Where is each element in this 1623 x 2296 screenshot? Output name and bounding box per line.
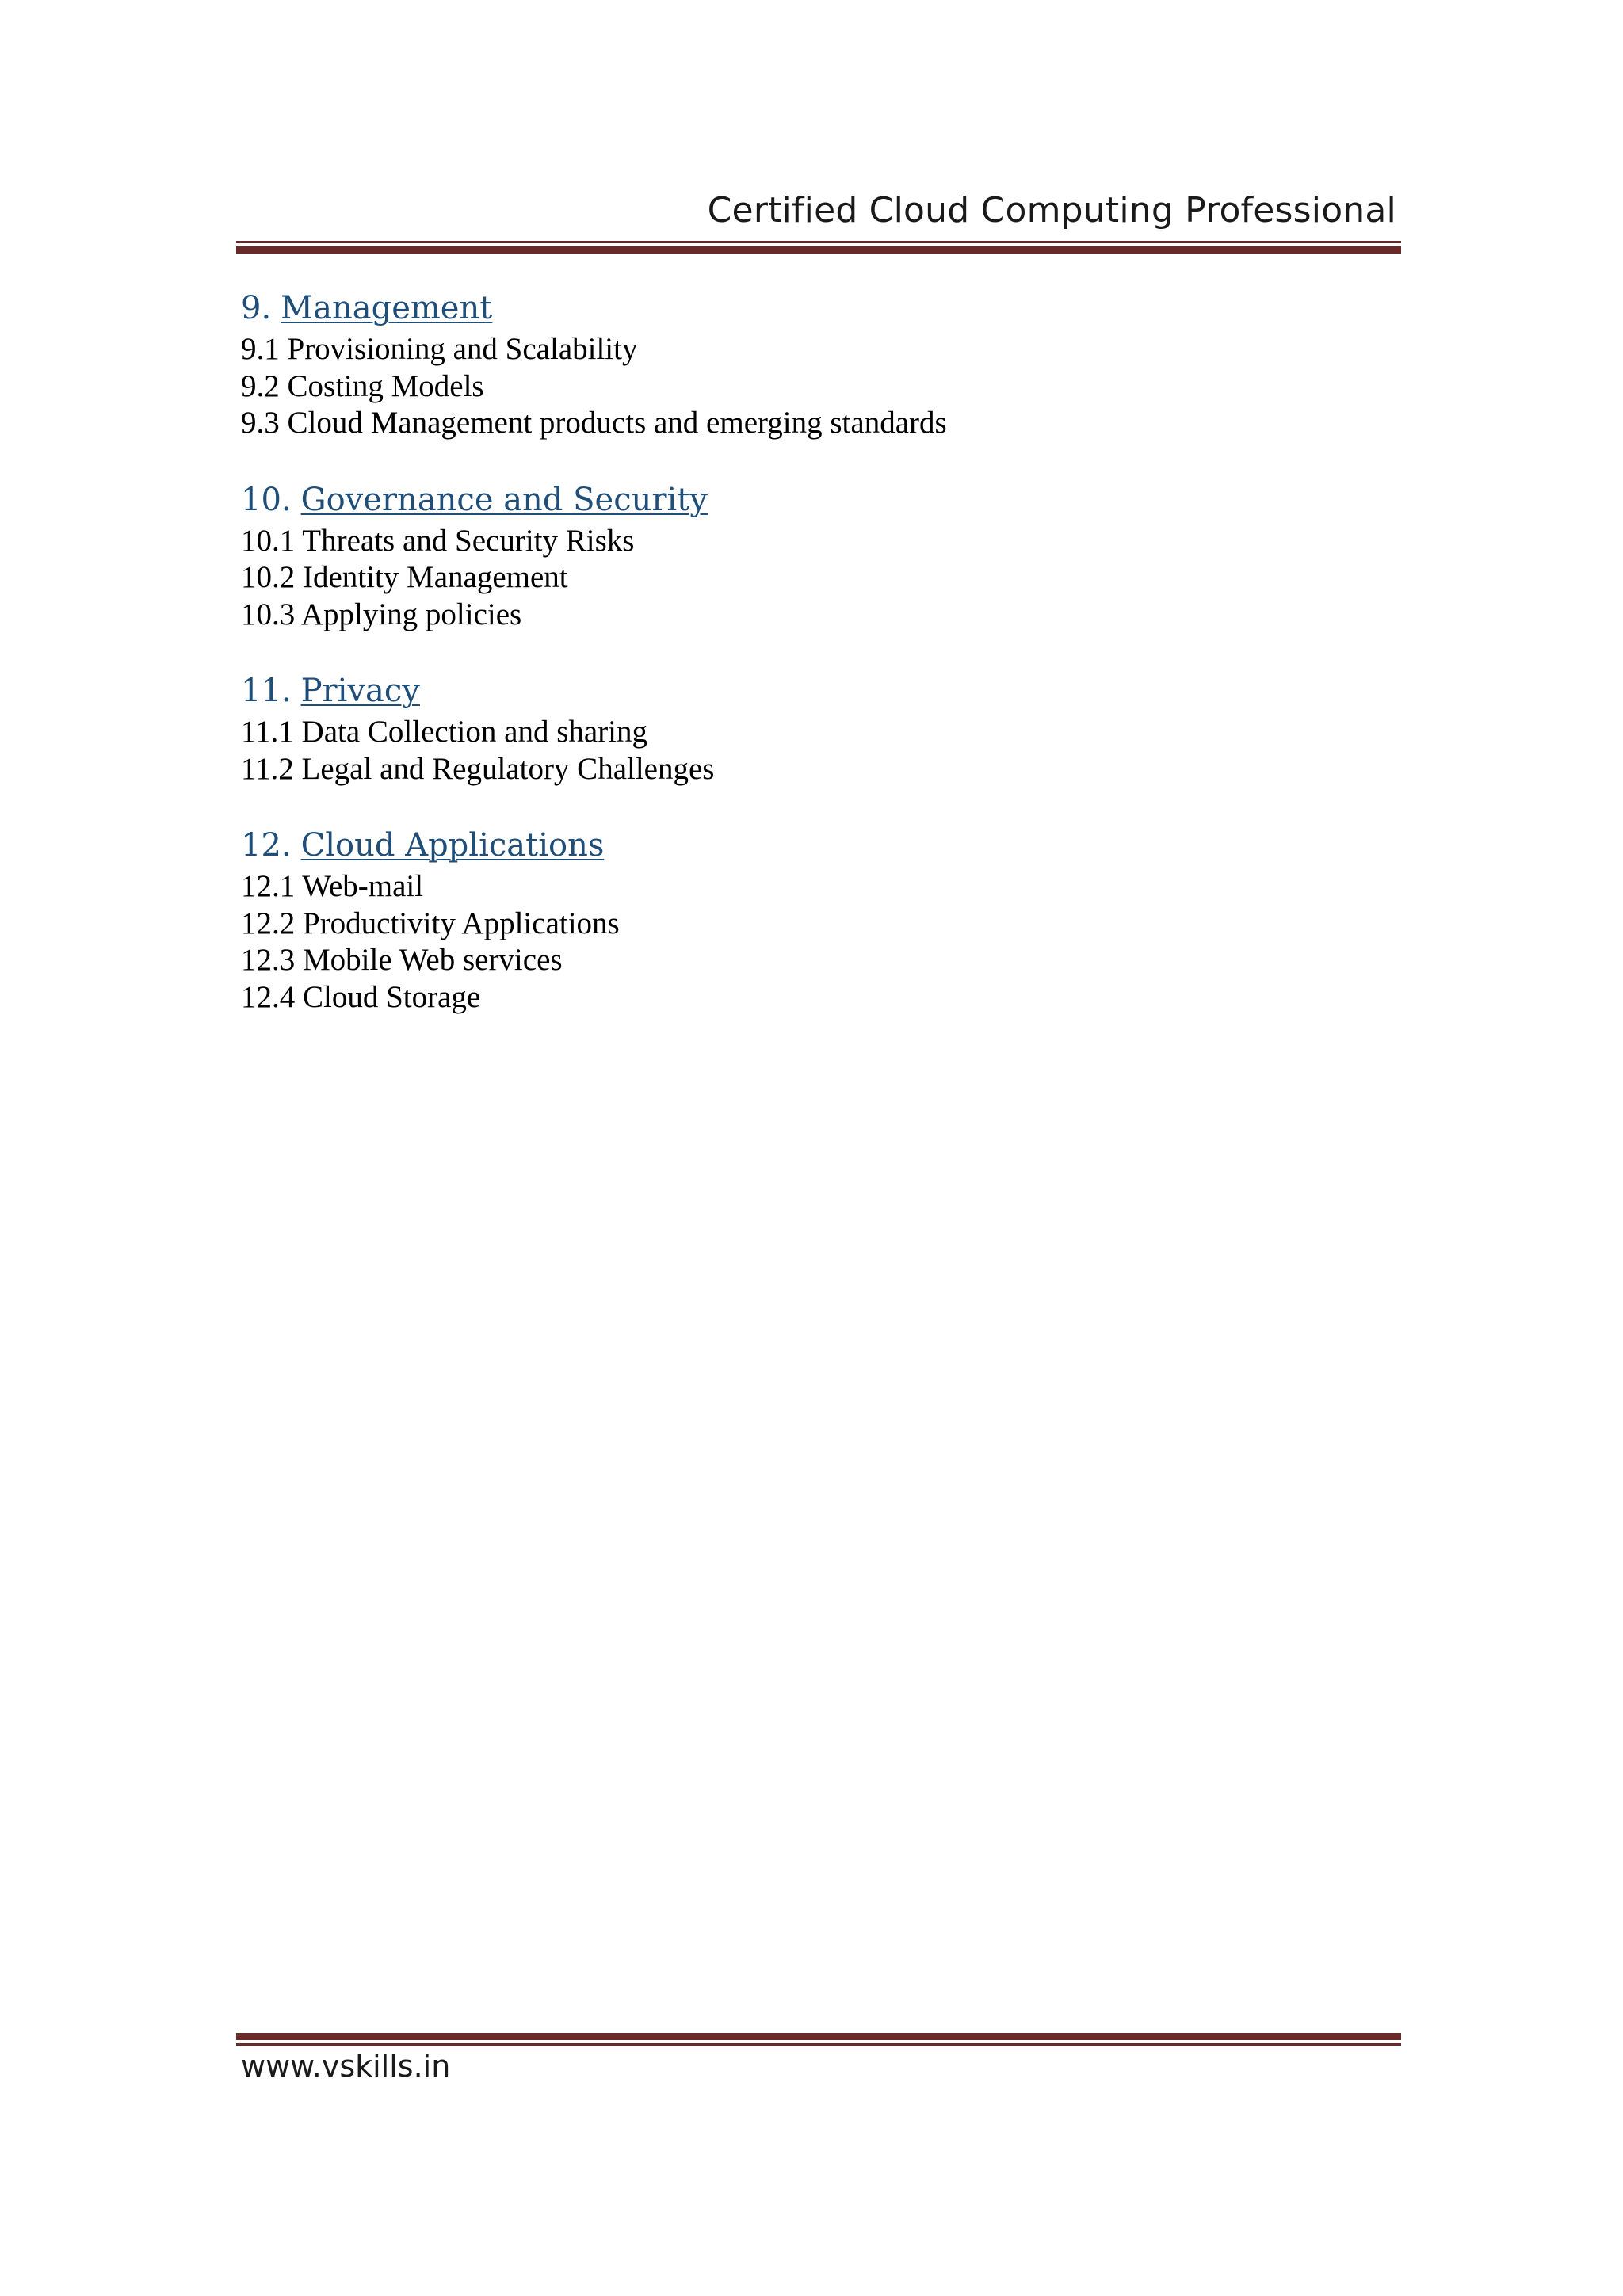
section-number: 10. — [241, 481, 292, 518]
section-privacy — [241, 668, 1398, 788]
list-item: 12.4 Cloud Storage — [241, 979, 481, 1014]
list-item: 10.1 Threats and Security Risks — [241, 523, 635, 558]
header-rule — [236, 241, 1401, 254]
section-heading[interactable] — [241, 285, 1398, 331]
list-item: 10.2 Identity Management — [241, 560, 568, 594]
section-title-link[interactable]: Governance and Security — [300, 481, 708, 518]
section-title-link[interactable]: Cloud Applications — [300, 827, 605, 864]
section-title-link[interactable]: Privacy — [300, 673, 420, 709]
section-cloud-applications — [241, 822, 1398, 1016]
section-number: 9. — [241, 290, 272, 326]
section-number: 12. — [241, 827, 292, 864]
list-item: 11.2 Legal and Regulatory Challenges — [241, 751, 715, 786]
toc-content — [241, 285, 1398, 1051]
list-item: 9.2 Costing Models — [241, 368, 484, 403]
section-number: 11. — [241, 673, 292, 709]
section-heading[interactable] — [241, 822, 1398, 868]
section-heading[interactable] — [241, 668, 1398, 714]
list-item: 12.1 Web-mail — [241, 869, 424, 903]
list-item: 11.1 Data Collection and sharing — [241, 715, 648, 749]
section-management — [241, 285, 1398, 442]
footer-website[interactable]: www.vskills.in — [241, 2049, 451, 2084]
list-item: 10.3 Applying policies — [241, 597, 522, 631]
section-heading[interactable] — [241, 477, 1398, 523]
list-item: 9.1 Provisioning and Scalability — [241, 332, 638, 366]
header-title: Certified Cloud Computing Professional — [707, 190, 1396, 231]
list-item: 12.3 Mobile Web services — [241, 943, 563, 977]
list-item: 9.3 Cloud Management products and emerging standards — [241, 406, 947, 440]
section-title-link[interactable]: Management — [281, 290, 493, 326]
list-item: 12.2 Productivity Applications — [241, 906, 620, 940]
section-governance-security — [241, 477, 1398, 634]
